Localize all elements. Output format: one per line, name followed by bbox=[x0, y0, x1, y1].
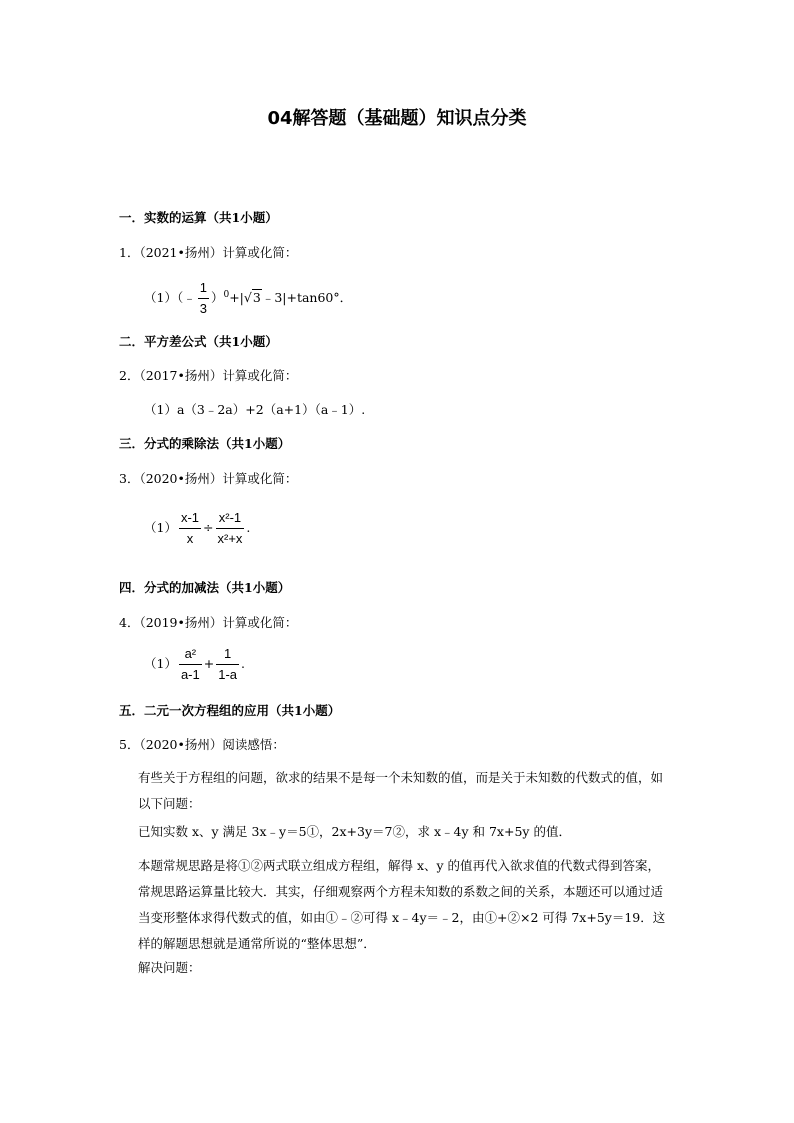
period: . bbox=[241, 656, 246, 671]
section-heading-1: 一．实数的运算（共1小题） bbox=[119, 210, 278, 225]
question-4-expression bbox=[144, 644, 245, 685]
expr-segment: （﹣ bbox=[176, 290, 196, 305]
expr-segment: ﹣3|+tan60°． bbox=[261, 290, 353, 305]
fraction-1 bbox=[179, 644, 202, 685]
fraction bbox=[198, 278, 209, 319]
expr-segment: ） bbox=[210, 290, 224, 305]
expr-text: a（3﹣2a）+2（a+1）（a﹣1）. bbox=[176, 402, 366, 417]
fraction-numerator: 1 bbox=[216, 644, 239, 665]
question-3-expression bbox=[144, 508, 250, 549]
fraction-numerator: a² bbox=[179, 644, 202, 665]
fraction-numerator: 1 bbox=[198, 278, 209, 299]
radicand: 3 bbox=[252, 290, 261, 305]
reading-paragraph-4: 解决问题： bbox=[138, 960, 201, 975]
section-heading-3: 三．分式的乘除法（共1小题） bbox=[119, 436, 291, 451]
question-label-2: 2．（2017•扬州）计算或化简： bbox=[119, 368, 298, 383]
fraction-denominator: x²+x bbox=[217, 531, 243, 546]
fraction-2 bbox=[216, 644, 239, 685]
fraction-denominator: 3 bbox=[199, 301, 207, 316]
question-label-1: 1．（2021•扬州）计算或化简： bbox=[119, 245, 298, 260]
fraction-1 bbox=[179, 508, 201, 549]
fraction-numerator: x²-1 bbox=[216, 508, 245, 529]
fraction-numerator: x-1 bbox=[179, 508, 201, 529]
expr-segment: +| bbox=[229, 290, 244, 305]
question-label-3: 3．（2020•扬州）计算或化简： bbox=[119, 471, 298, 486]
fraction-denominator: a-1 bbox=[180, 667, 200, 682]
section-heading-5: 五．二元一次方程组的应用（共1小题） bbox=[119, 703, 341, 718]
fraction-denominator: x bbox=[186, 531, 194, 546]
page-title: 04解答题（基础题）知识点分类 bbox=[267, 108, 527, 129]
section-heading-2: 二．平方差公式（共1小题） bbox=[119, 334, 278, 349]
question-label-4: 4．（2019•扬州）计算或化简： bbox=[119, 615, 298, 630]
reading-paragraph-3: 本题常规思路是将①②两式联立组成方程组，解得 x、y 的值再代入欲求值的代数式得到答案，常规思路运算量比较大．其实，仔细观察两个方程未知数的系数之间的关系，本题还可以通过适当变形整体求得代数式的值，如由①﹣②可得 x﹣4y＝﹣2，由①+②×2 可得 7x+5y＝19．这样的解题思想就是通常所说的“整体思想”． bbox=[138, 858, 666, 951]
part-label: （1） bbox=[144, 290, 177, 305]
exponent: 0 bbox=[223, 289, 230, 300]
operator: + bbox=[203, 656, 215, 671]
reading-paragraph-1: 有些关于方程组的问题，欲求的结果不是每一个未知数的值，而是关于未知数的代数式的值，如以下问题： bbox=[138, 770, 664, 811]
section-heading-4: 四．分式的加减法（共1小题） bbox=[119, 580, 291, 595]
question-2-expression bbox=[144, 400, 365, 418]
fraction-2 bbox=[216, 508, 245, 549]
part-label: （1） bbox=[144, 402, 177, 417]
reading-paragraph-2: 已知实数 x、y 满足 3x﹣y＝5①，2x+3y＝7②，求 x﹣4y 和 7x+5y 的值． bbox=[138, 824, 571, 839]
part-label: （1） bbox=[144, 656, 177, 671]
fraction-denominator: 1-a bbox=[218, 667, 238, 682]
question-1-expression bbox=[144, 278, 352, 319]
sqrt-symbol: √3 bbox=[243, 290, 261, 305]
part-label: （1） bbox=[144, 520, 177, 535]
question-label-5: 5．（2020•扬州）阅读感悟： bbox=[119, 737, 285, 752]
operator: ÷ bbox=[203, 520, 214, 535]
period: . bbox=[246, 520, 251, 535]
